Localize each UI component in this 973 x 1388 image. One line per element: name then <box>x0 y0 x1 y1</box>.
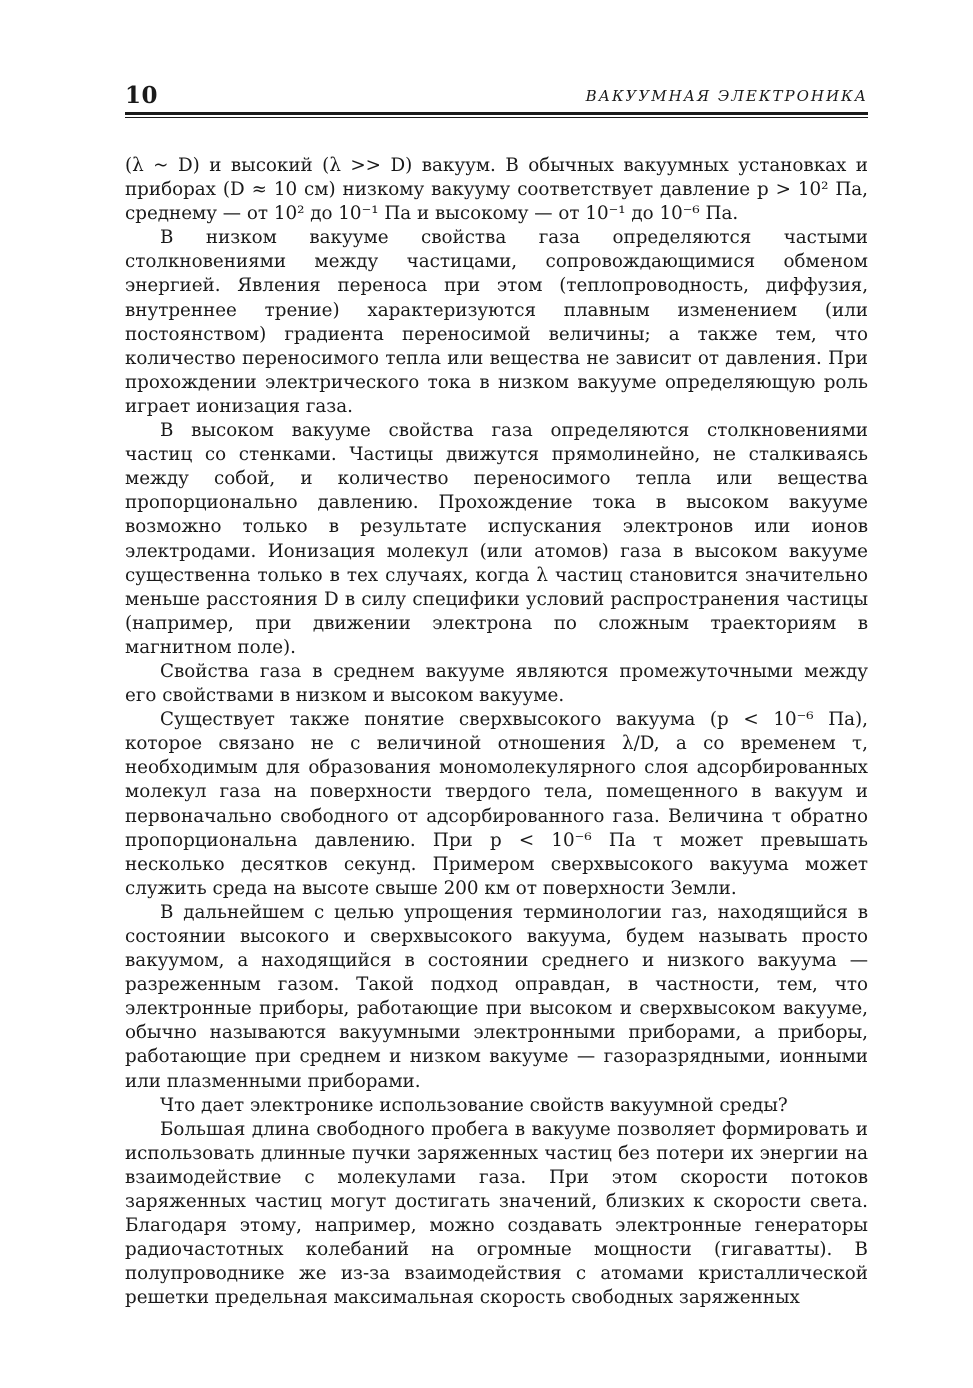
running-title: ВАКУУМНАЯ ЭЛЕКТРОНИКА <box>585 87 868 105</box>
paragraph: Свойства газа в среднем вакууме являются промежуточными между его свойствами в низком и высоком вакууме. <box>125 660 868 707</box>
page-number: 10 <box>125 82 159 109</box>
paragraph: Существует также понятие сверхвысокого вакуума (p < 10⁻⁶ Па), которое связано не с величиной отношения λ/D, а со временем τ, необходимым для образования мономолекулярного слоя адсорбированных молекул газа на поверхности твердого тела, помещенного в вакуум и первоначально свободного от адсорбированного газа. Величина τ обратно пропорциональна давлению. При p < 10⁻⁶ Па τ может превышать несколько десятков секунд. Примером сверхвысокого вакуума может служить среда на высоте свыше 200 км от поверхности Земли. <box>125 709 868 899</box>
body-text <box>125 154 868 1311</box>
paragraph: В низком вакууме свойства газа определяются частыми столкновениями между частицами, сопровождающимися обменом энергией. Явления переноса при этом (теплопроводность, диффузия, внутреннее трение) характеризуются плавным изменением (или постоянством) градиента переносимой величины; а также тем, что количество переносимого тепла или вещества не зависит от давления. При прохождении электрического тока в низком вакууме определяющую роль играет ионизация газа. <box>125 227 868 417</box>
header-rule-thick <box>125 112 868 115</box>
paragraph: Большая длина свободного пробега в вакууме позволяет формировать и использовать длинные пучки заряженных частиц без потери их энергии на взаимодействие с молекулами газа. При этом скорости потоков заряженных частиц могут достигать значений, близких к скорости света. Благодаря этому, например, можно создавать электронные генераторы радиочастотных колебаний на огромные мощности (гигаватты). В полупроводнике же из-за взаимодействия с атомами кристаллической решетки предельная максимальная скорость свободных заряженных <box>125 1118 868 1309</box>
running-header <box>125 80 868 112</box>
paragraph: (λ ~ D) и высокий (λ >> D) вакуум. В обычных вакуумных установках и приборах (D ≈ 10 см) низкому вакууму соответствует давление p > 10² Па, среднему — от 10² до 10⁻¹ Па и высокому — от 10⁻¹ до 10⁻⁶ Па. <box>125 155 868 225</box>
paragraph: Что дает электронике использование свойств вакуумной среды? <box>160 1094 788 1116</box>
book-page <box>125 80 868 1311</box>
paragraph: В высоком вакууме свойства газа определяются столкновениями частиц со стенками. Частицы движутся прямолинейно, не сталкиваясь между собой, и количество переносимого тепла или вещества пропорционально давлению. Прохождение тока в высоком вакууме возможно только в результате испускания электронов или ионов электродами. Ионизация молекул (или атомов) газа в высоком вакууме существенна только в тех случаях, когда λ частиц становится значительно меньше расстояния D в силу специфики условий распространения частицы (например, при движении электрона по сложным траекториям в магнитном поле). <box>125 420 868 658</box>
header-rule-thin <box>125 117 868 118</box>
paragraph: В дальнейшем с целью упрощения терминологии газ, находящийся в состоянии высокого и сверхвысокого вакуума, будем называть просто вакуумом, а находящийся в состоянии среднего и низкого вакуума — разреженным газом. Такой подход оправдан, в частности, тем, что электронные приборы, работающие при высоком и сверхвысоком вакууме, обычно называются вакуумными электронными приборами, а приборы, работающие при среднем и низком вакууме — газоразрядными, ионными или плазменными приборами. <box>125 901 868 1092</box>
